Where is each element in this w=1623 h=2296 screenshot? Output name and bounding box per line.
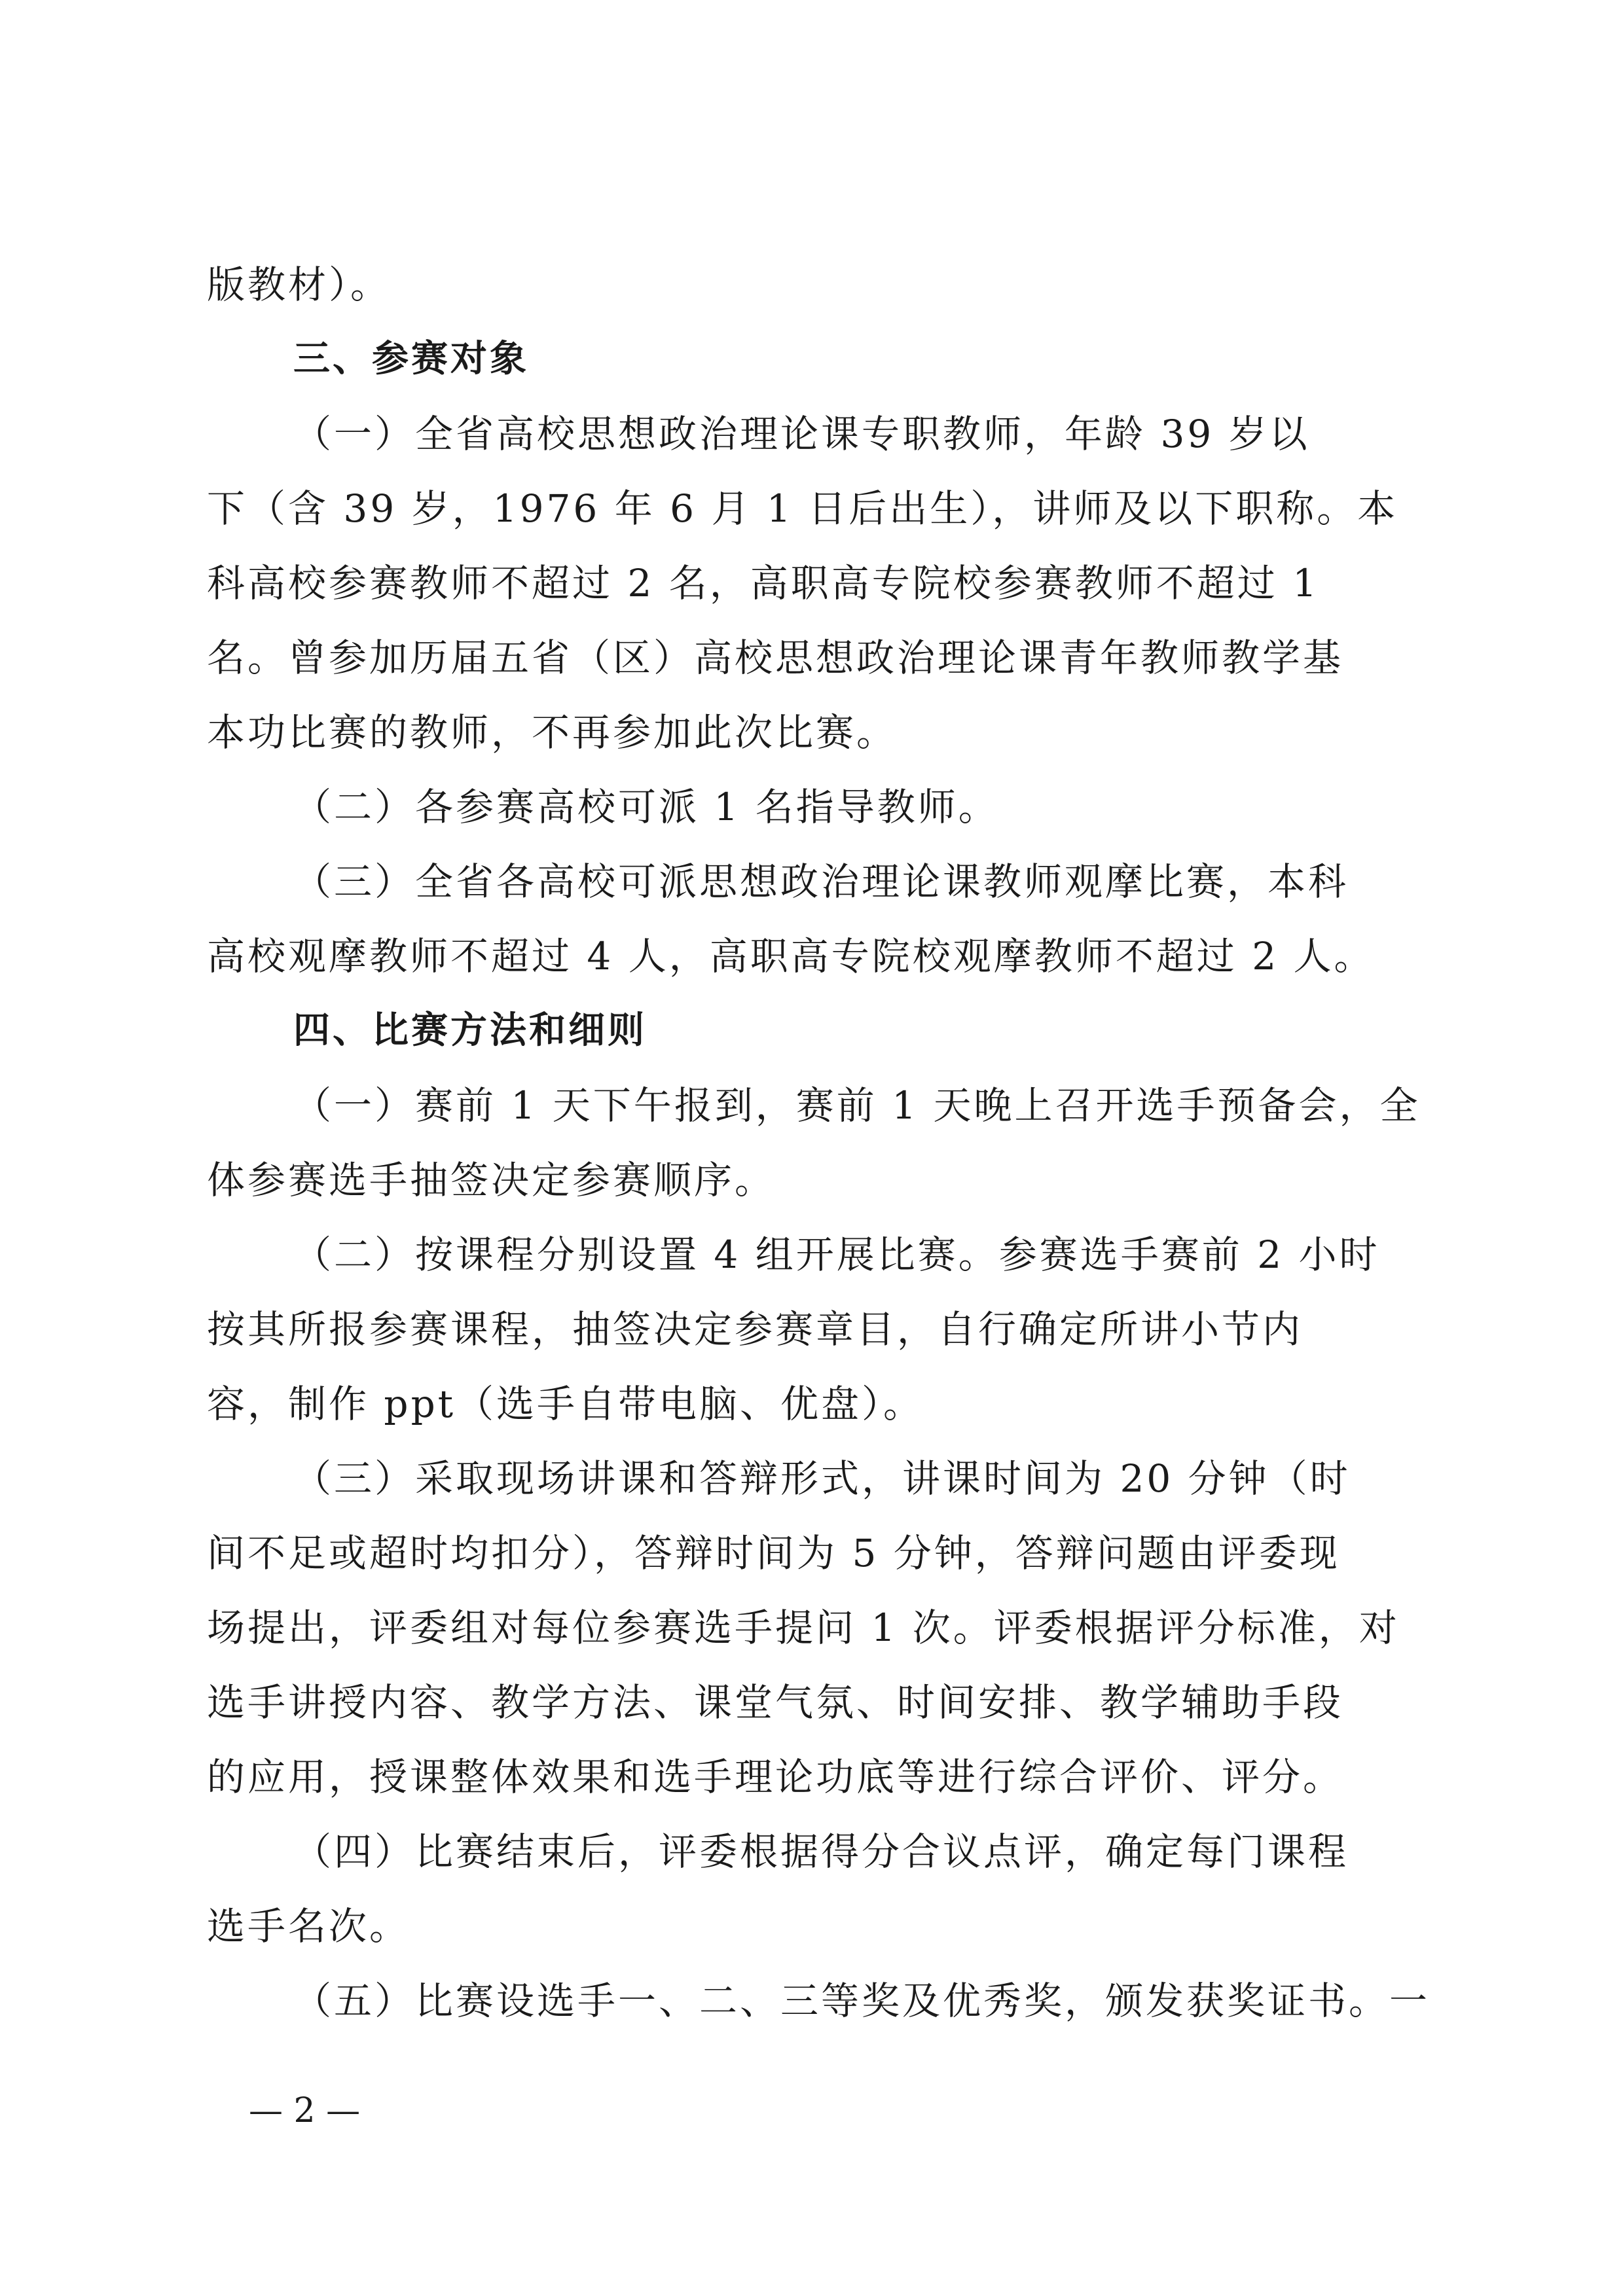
body-text-line: 按其所报参赛课程，抽签决定参赛章目，自行确定所讲小节内 bbox=[207, 1307, 1304, 1352]
body-text-line: 间不足或超时均扣分），答辩时间为 5 分钟，答辩问题由评委现 bbox=[207, 1531, 1340, 1575]
body-text-line: （五）比赛设选手一、二、三等奖及优秀奖，颁发获奖证书。一 bbox=[293, 1979, 1431, 2023]
body-text-line: 名。曾参加历届五省（区）高校思想政治理论课青年教师教学基 bbox=[207, 636, 1344, 680]
body-text-line: 本功比赛的教师，不再参加此次比赛。 bbox=[207, 710, 898, 755]
body-text-line: 高校观摩教师不超过 4 人，高职高专院校观摩教师不超过 2 人。 bbox=[207, 934, 1375, 978]
body-text-line: （二）按课程分别设置 4 组开展比赛。参赛选手赛前 2 小时 bbox=[293, 1232, 1380, 1277]
body-text-line: 选手名次。 bbox=[207, 1904, 410, 1948]
section-heading: 三、参赛对象 bbox=[293, 338, 529, 380]
body-text-line: 容，制作 ppt（选手自带电脑、优盘）。 bbox=[207, 1382, 924, 1426]
body-text-line: 科高校参赛教师不超过 2 名，高职高专院校参赛教师不超过 1 bbox=[207, 561, 1320, 605]
body-text-line: （二）各参赛高校可派 1 名指导教师。 bbox=[293, 785, 999, 829]
body-text-line: 的应用，授课整体效果和选手理论功底等进行综合评价、评分。 bbox=[207, 1755, 1344, 1799]
body-text-line: 场提出，评委组对每位参赛选手提问 1 次。评委根据评分标准，对 bbox=[207, 1605, 1400, 1650]
body-text-line: 选手讲授内容、教学方法、课堂气氛、时间安排、教学辅助手段 bbox=[207, 1680, 1344, 1725]
body-text-line: 版教材）。 bbox=[207, 262, 392, 307]
body-text-line: （三）全省各高校可派思想政治理论课教师观摩比赛，本科 bbox=[293, 859, 1349, 904]
body-text-line: （四）比赛结束后，评委根据得分合议点评，确定每门课程 bbox=[293, 1829, 1349, 1874]
document-body bbox=[207, 247, 1431, 2038]
section-heading: 四、比赛方法和细则 bbox=[293, 1009, 647, 1052]
body-text-line: （一）全省高校思想政治理论课专职教师，年龄 39 岁以 bbox=[293, 412, 1310, 456]
body-text-line: 体参赛选手抽签决定参赛顺序。 bbox=[207, 1158, 776, 1202]
body-text-line: 下（含 39 岁，1976 年 6 月 1 日后出生），讲师及以下职称。本 bbox=[207, 486, 1398, 531]
body-text-line: （三）采取现场讲课和答辩形式，讲课时间为 20 分钟（时 bbox=[293, 1456, 1351, 1501]
page-number: — 2 — bbox=[249, 2091, 361, 2130]
body-text-line: （一）赛前 1 天下午报到，赛前 1 天晚上召开选手预备会，全 bbox=[293, 1083, 1421, 1128]
